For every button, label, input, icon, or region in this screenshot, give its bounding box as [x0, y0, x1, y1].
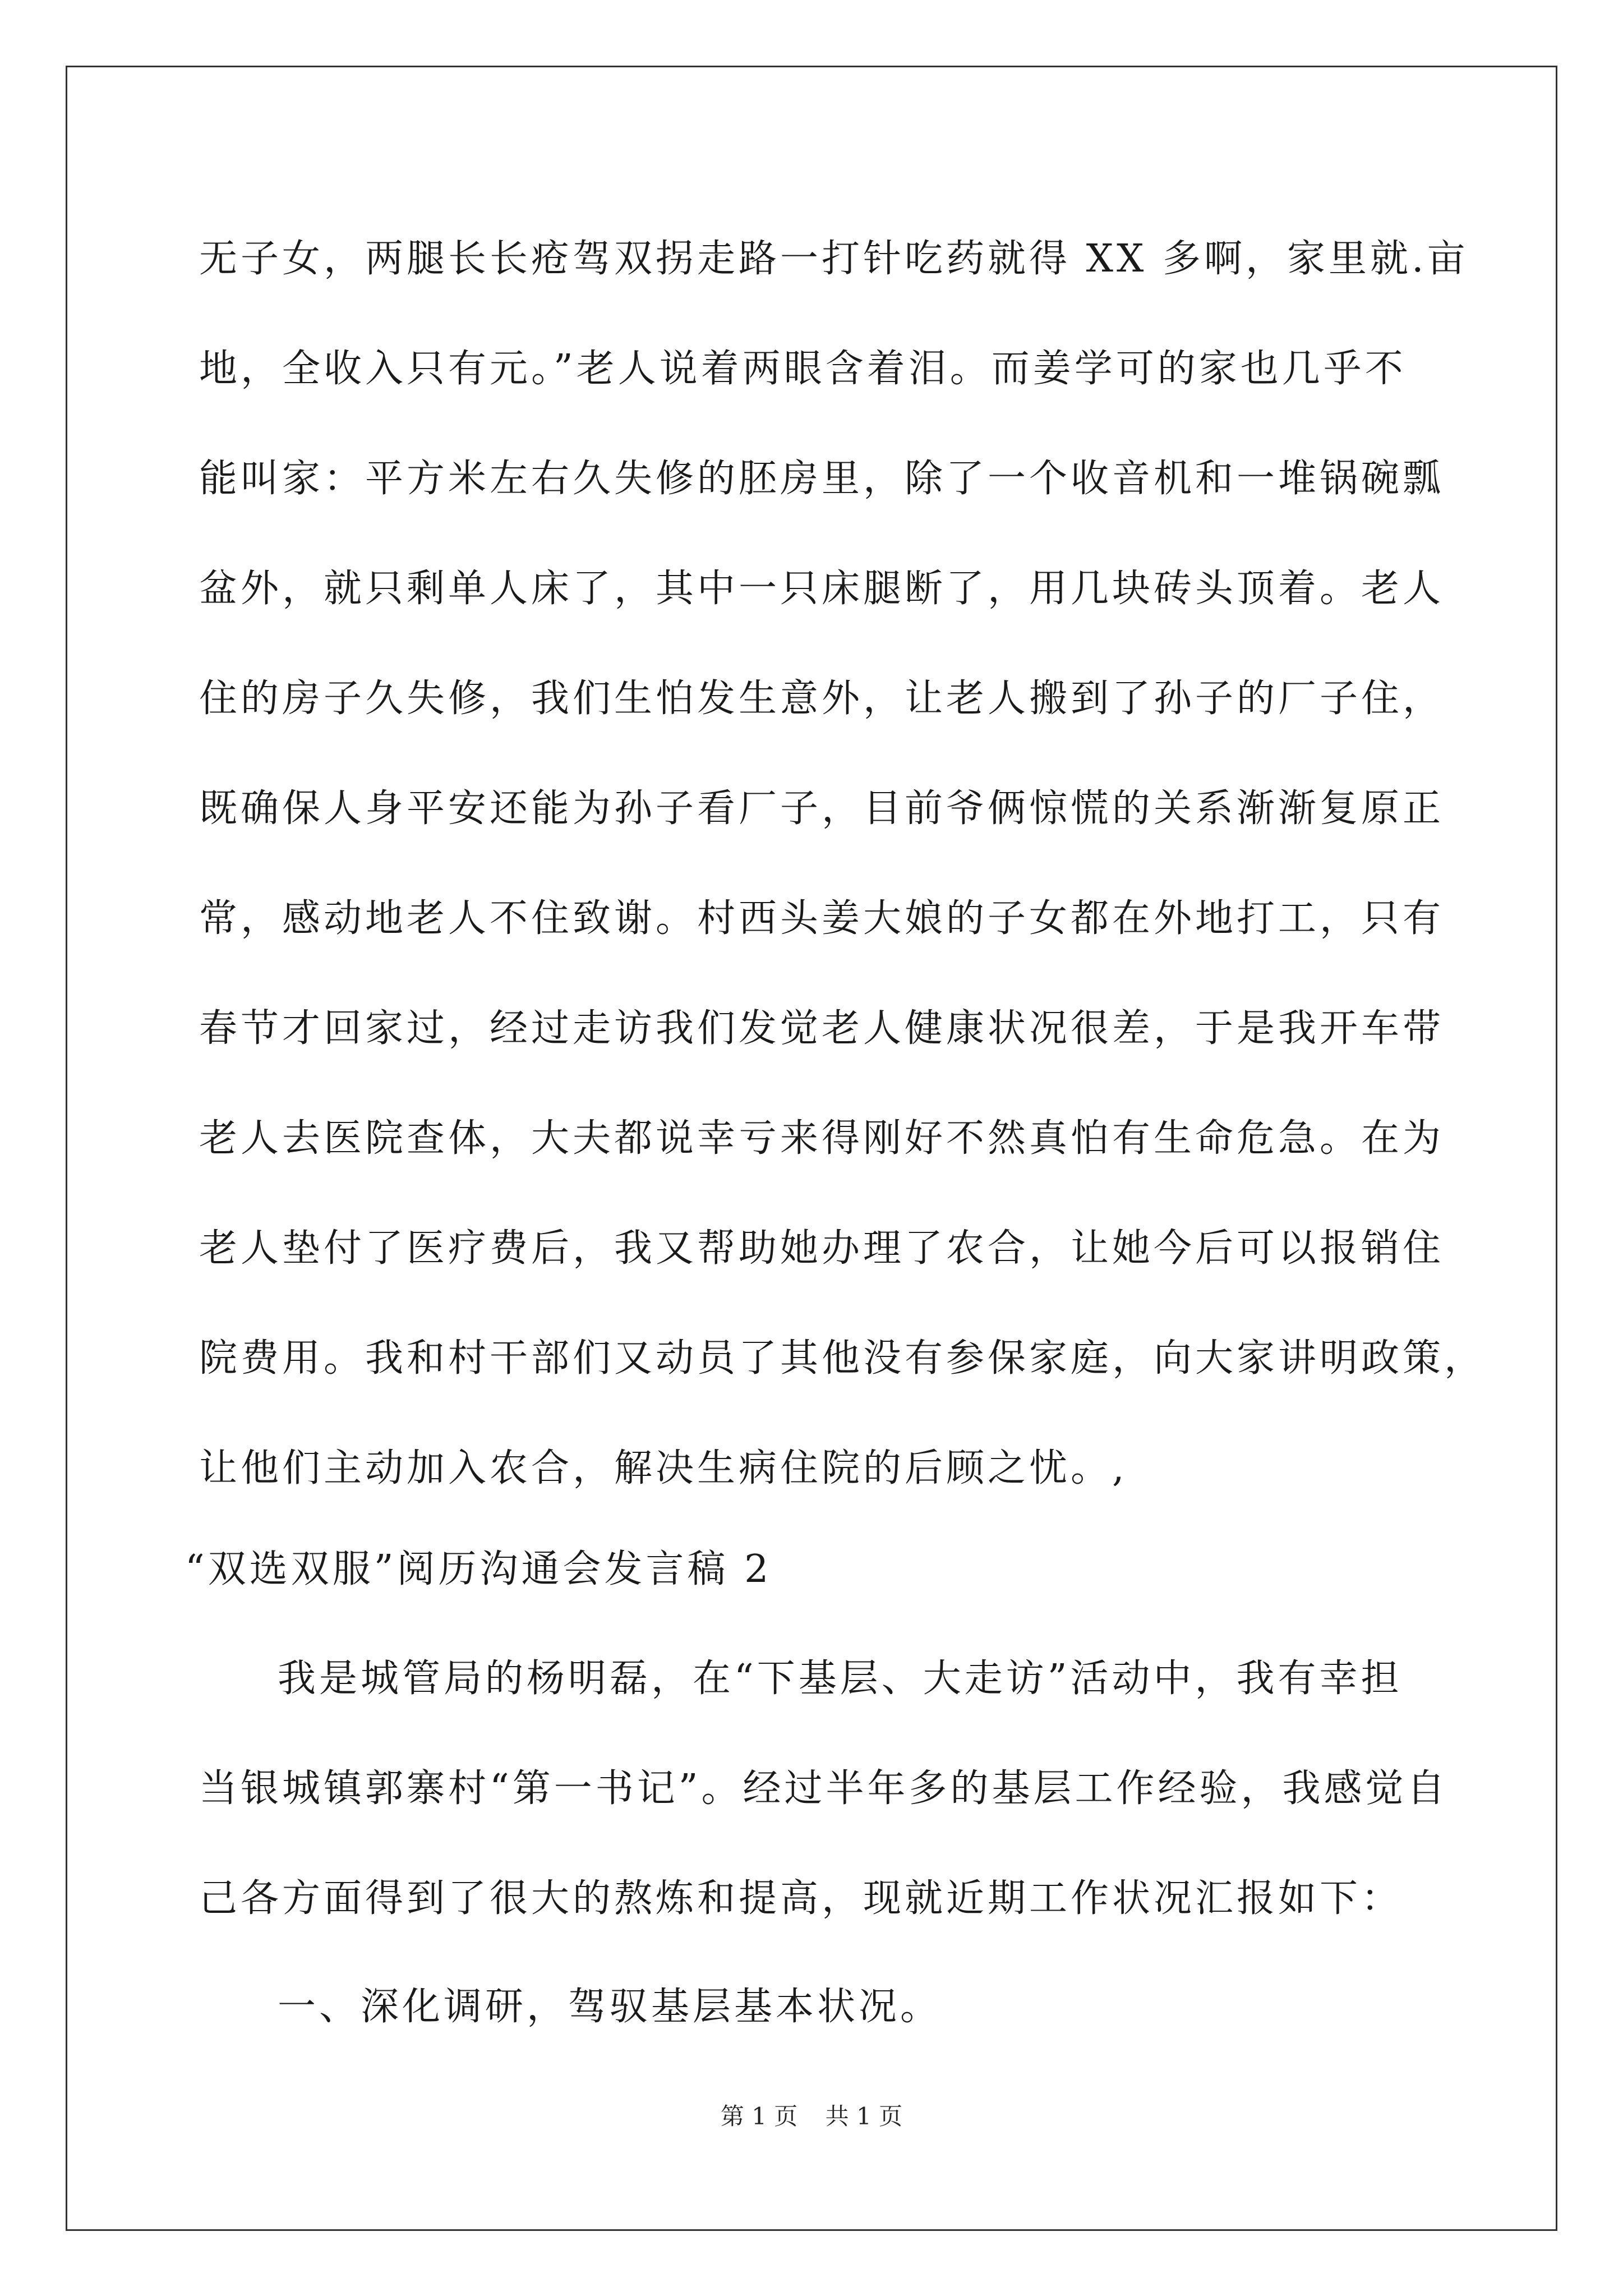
text-line: 盆外，就只剩单人床了，其中一只床腿断了，用几块砖头顶着。老人	[199, 567, 1445, 611]
section-title: “双选双服”阅历沟通会发言稿 2	[185, 1547, 772, 1591]
text-line: 住的房子久失修，我们生怕发生意外，让老人搬到了孙子的厂子住，	[199, 677, 1445, 721]
text-line: 地，全收入只有元。”老人说着两眼含着泪。而姜学可的家也几乎不	[199, 347, 1407, 391]
text-line: 院费用。我和村干部们又动员了其他没有参保家庭，向大家讲明政策，	[199, 1336, 1486, 1381]
text-line: 既确保人身平安还能为孙子看厂子，目前爷俩惊慌的关系渐渐复原正	[199, 786, 1445, 831]
text-line: 让他们主动加入农合，解决生病住院的后顾之忧。,	[199, 1446, 1128, 1490]
page-footer	[0, 2098, 1623, 2132]
page-total: 共 1 页	[825, 2102, 903, 2130]
text-line: 当银城镇郭寨村“第一书记”。经过半年多的基层工作经验，我感觉自	[199, 1766, 1449, 1811]
text-line: 己各方面得到了很大的熬炼和提高，现就近期工作状况汇报如下：	[199, 1876, 1403, 1921]
text-line: 常，感动地老人不住致谢。村西头姜大娘的子女都在外地打工，只有	[199, 896, 1445, 941]
text-line: 春节才回家过，经过走访我们发觉老人健康状况很差，于是我开车带	[199, 1006, 1445, 1051]
text-line: 老人垫付了医疗费后，我又帮助她办理了农合，让她今后可以报销住	[199, 1226, 1445, 1271]
text-line: 能叫家：平方米左右久失修的胚房里，除了一个收音机和一堆锅碗瓢	[199, 457, 1445, 501]
page-number: 第 1 页	[720, 2102, 798, 2130]
text-line: 无子女，两腿长长疮驾双拐走路一打针吃药就得 XX 多啊，家里就.亩	[199, 237, 1469, 281]
text-line: 我是城管局的杨明磊，在“下基层、大走访”活动中，我有幸担	[278, 1657, 1403, 1701]
subheading: 一、深化调研，驾驭基层基本状况。	[278, 1985, 942, 2029]
text-line: 老人去医院查体，大夫都说幸亏来得刚好不然真怕有生命危急。在为	[199, 1116, 1445, 1161]
